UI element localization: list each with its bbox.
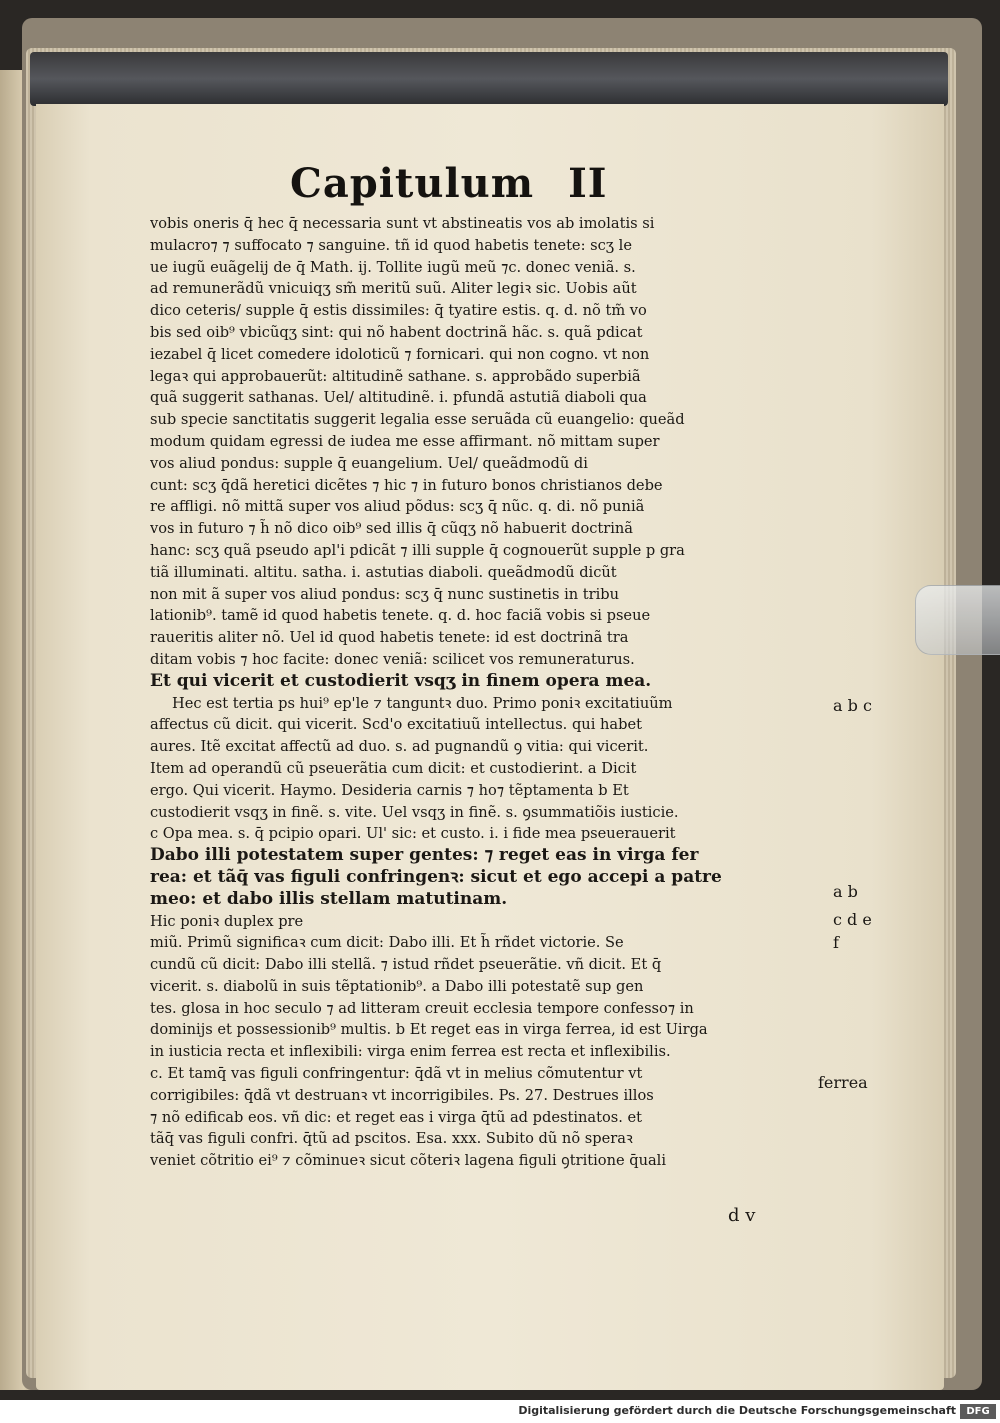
text-line: ditam vobis ⁊ hoc facite: donec veniã: scilicet vos remuneraturus. — [150, 650, 635, 668]
text-line: quã suggerit sathanas. Uel/ altitudinẽ. i. pfundã astutiã diaboli qua — [150, 389, 647, 407]
text-line: rea: et tãq̄ vas figuli confringenꝛ: sicut et ego accepi a patre — [150, 866, 722, 887]
page-clip — [915, 585, 1000, 655]
text-line: c. Et tamq̄ vas figuli confringentur: q̄dã vt in melius cõmutentur vt — [150, 1065, 643, 1083]
dfg-logo: DFG — [960, 1404, 996, 1419]
text-line: vicerit. s. diabolũ in suis tẽptationib⁹. a Dabo illi potestatẽ sup gen — [150, 977, 644, 995]
text-line: cundũ cũ dicit: Dabo illi stellã. ⁊ istud rñdet pseuerãtie. vñ dicit. Et q̄ — [150, 956, 662, 974]
text-line: tes. glosa in hoc seculo ⁊ ad litteram creuit ecclesia tempore confesso⁊ in — [150, 999, 694, 1017]
text-line: meo: et dabo illis stellam matutinam. — [150, 888, 508, 909]
text-line: dico ceteris/ supple q̄ estis dissimiles: q̄ tyatire estis. q. d. nõ tm̃ vo — [150, 302, 647, 320]
text-line: ergo. Qui vicerit. Haymo. Desideria carnis ⁊ ho⁊ tẽptamenta b Et — [150, 781, 629, 799]
text-line: ⁊ nõ edificab eos. vñ dic: et reget eas i virga q̄tũ ad pdestinatos. et — [150, 1108, 643, 1126]
margin-note-ferrea: ferrea — [818, 1073, 868, 1092]
text-line: corrigibiles: q̄dã vt destruanꝛ vt incorrigibiles. Ps. 27. Destrues illos — [150, 1086, 654, 1104]
text-line: c Opa mea. s. q̄ pcipio opari. Ul' sic: et custo. i. i fide mea pseuerauerit — [150, 825, 676, 843]
commentary-paragraph-2 — [150, 911, 830, 1173]
text-line: in iusticia recta et inflexibili: virga enim ferrea est recta et inflexibilis. — [150, 1043, 671, 1061]
margin-note-cde: c d e — [833, 910, 872, 929]
text-line: cunt: scʒ q̄dã heretici dicẽtes ⁊ hic ⁊ in futuro bonos christianos debe — [150, 476, 663, 494]
margin-note-abc: a b c — [833, 696, 872, 715]
margin-note-ab: a b — [833, 882, 858, 901]
text-line: Hic poniꝛ duplex pre — [150, 912, 304, 930]
verse-block — [150, 845, 830, 910]
chapter-word: Capitulum — [290, 160, 535, 207]
text-line: vos in futuro ⁊ h̃ nõ dico oib⁹ sed illis q̄ cũqʒ nõ habuerit doctrinã — [150, 520, 634, 538]
page-text — [150, 213, 830, 1172]
text-line: legaꝛ qui approbauerũt: altitudinẽ sathane. s. approbãdo superbiã — [150, 367, 641, 385]
text-line: miũ. Primũ significaꝛ cum dicit: Dabo illi. Et h̃ rñdet victorie. Se — [150, 934, 624, 952]
text-line: Hec est tertia ps hui⁹ ep'le ⁊ tanguntꝛ duo. Primo poniꝛ excitatiuũm — [172, 694, 673, 712]
footer-bar — [0, 1400, 1000, 1423]
text-line: ue iugũ euãgelij de q̄ Math. ij. Tollite iugũ meũ ⁊c. donec veniã. s. — [150, 258, 636, 276]
chapter-heading — [290, 160, 720, 207]
signature-mark: d v — [728, 1205, 756, 1226]
text-line: ad remunerãdũ vnicuiqʒ sm̃ meritũ suũ. Aliter legiꝛ sic. Uobis aũt — [150, 280, 637, 298]
text-line: Dabo illi potestatem super gentes: ⁊ reget eas in virga fer — [150, 845, 699, 866]
text-line: iezabel q̄ licet comedere idoloticũ ⁊ fornicari. qui non cogno. vt non — [150, 345, 650, 363]
text-line: tãq̄ vas figuli confri. q̄tũ ad pscitos. Esa. xxx. Subito dũ nõ speraꝛ — [150, 1130, 633, 1148]
margin-note-f: f — [833, 933, 839, 952]
commentary-paragraph — [150, 693, 830, 846]
text-line: raueritis aliter nõ. Uel id quod habetis tenete: id est doctrinã tra — [150, 629, 629, 647]
book-top-edge — [30, 52, 948, 106]
text-line: aures. Itẽ excitat affectũ ad duo. s. ad pugnandũ ꝯ vitia: qui vicerit. — [150, 738, 649, 756]
text-line: tiã illuminati. altitu. satha. i. astutias diaboli. queãdmodũ dicũt — [150, 563, 617, 581]
funding-note: Digitalisierung gefördert durch die Deutsche Forschungsgemeinschaft — [518, 1404, 956, 1417]
text-line: hanc: scʒ quã pseudo apl'i pdicãt ⁊ illi supple q̄ cognouerũt supple p gra — [150, 541, 685, 559]
verse-line: Et qui vicerit et custodierit vsqʒ in finem opera mea. — [150, 670, 652, 691]
text-line: vobis oneris q̄ hec q̄ necessaria sunt vt abstineatis vos ab imolatis si — [150, 215, 655, 232]
text-line: mulacro⁊ ⁊ suffocato ⁊ sanguine. tñ id quod habetis tenete: scʒ le — [150, 236, 632, 254]
text-line: bis sed oib⁹ vbicũqʒ sint: qui nõ habent doctrinã hãc. s. quã pdicat — [150, 323, 643, 341]
text-line: modum quidam egressi de iudea me esse affirmant. nõ mittam super — [150, 432, 660, 450]
text-line: re affligi. nõ mittã super vos aliud põdus: scʒ q̄ nũc. q. di. nõ puniã — [150, 498, 645, 516]
text-line: veniet cõtritio ei⁹ ⁊ cõminueꝛ sicut cõteriꝛ lagena figuli ꝯtritione q̄uali — [150, 1152, 667, 1170]
text-line: dominijs et possessionib⁹ multis. b Et reget eas in virga ferrea, id est Uirga — [150, 1021, 708, 1039]
text-line: custodierit vsqʒ in finẽ. s. vite. Uel vsqʒ in finẽ. s. ꝯsummatiõis iusticie. — [150, 803, 679, 821]
body-paragraph — [150, 213, 830, 671]
text-line: affectus cũ dicit. qui vicerit. Scd'o excitatiuũ intellectus. qui habet — [150, 716, 642, 734]
text-line: vos aliud pondus: supple q̄ euangelium. Uel/ queãdmodũ di — [150, 454, 588, 472]
text-line: sub specie sanctitatis suggerit legalia esse seruãda cũ euangelio: queãd — [150, 411, 685, 429]
text-line: Item ad operandũ cũ pseuerãtia cum dicit: et custodierint. a Dicit — [150, 759, 637, 777]
text-line: lationib⁹. tamẽ id quod habetis tenete. q. d. hoc faciã vobis si pseue — [150, 607, 651, 625]
text-line: non mit ã super vos aliud pondus: scʒ q̄ nunc sustinetis in tribu — [150, 585, 620, 603]
chapter-number: II — [568, 160, 608, 207]
